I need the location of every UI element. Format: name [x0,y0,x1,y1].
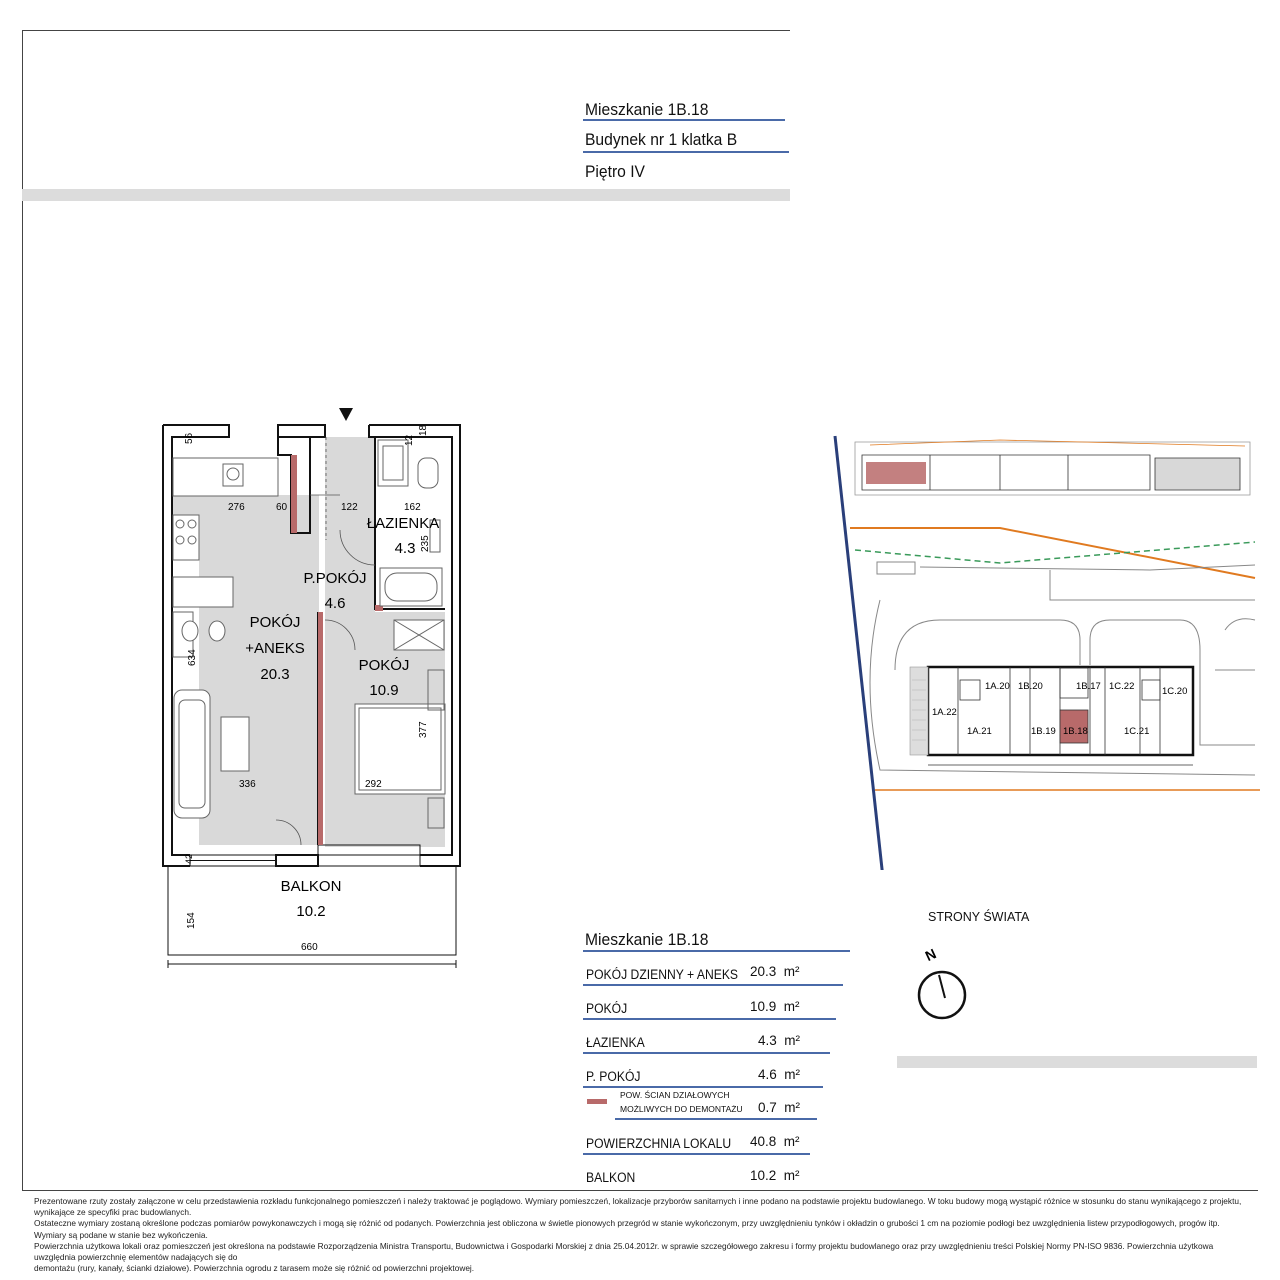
demolishable-wall-2 [318,612,323,845]
unit-label-1A21: 1A.21 [967,726,992,737]
summary-total-line [583,1153,810,1155]
orange-boundary-line [850,528,1255,578]
room-balcony-area: 10.2 [296,903,326,920]
footer-top-border [22,1190,1258,1191]
walls-label-1: POW. ŚCIAN DZIAŁOWYCH [620,1090,730,1100]
summary-row-hall-line [583,1086,823,1088]
dim-162: 162 [404,502,421,513]
dim-42: 42 [184,853,194,864]
walls-value: 0.7 m² [758,1100,801,1115]
unit-label-1B19: 1B.19 [1031,726,1056,737]
dim-12: 12 [404,434,415,446]
summary-row-bathroom-line [583,1052,830,1054]
header-apartment-underline [583,119,785,121]
unit-label-1C22: 1C.22 [1109,681,1135,692]
unit-label-1A20: 1A.20 [985,681,1010,692]
footer-disclaimer [34,1196,1249,1274]
room-hall-name: P.POKÓJ [303,570,367,587]
compass [912,938,972,1030]
summary-title: Mieszkanie 1B.18 [585,930,709,949]
summary-row-room-line [583,1018,836,1020]
room-room-area: 10.9 [369,682,399,699]
unit-label-1C20: 1C.20 [1162,686,1188,697]
compass-circle [919,972,965,1018]
summary-title-underline [583,950,850,952]
footer-line-1: Prezentowane rzuty zostały załączone w celu przedstawienia rozkładu funkcjonalnego pomieszczeń i należy traktować je poglądowo. Wymiary pomieszczeń, lokalizacje przyborów sanitarnych i inne podano na podstawie projektu budowlanego. W toku budowy mogą wystąpić różnice w stosunku do stanu wynikającego z projektu, wynikające ze specyfiki prac budowlanych. [34,1196,1242,1218]
room-room-name: POKÓJ [358,657,410,674]
dim-122: 122 [341,502,358,513]
unit-label-1C21: 1C.21 [1124,726,1150,737]
dim-336: 336 [239,779,256,790]
room-living-area: 20.3 [260,666,290,683]
room-hall-area: 4.6 [324,595,346,612]
header-band [22,189,790,201]
room-bathroom-area: 4.3 [394,540,416,557]
summary-row-living-line [583,984,843,986]
header-building: Budynek nr 1 klatka B [585,130,738,149]
room-living-name-1: POKÓJ [249,614,301,631]
demolishable-wall-1 [291,455,297,533]
dim-60: 60 [276,502,288,513]
unit-label-1B17: 1B.17 [1076,681,1101,692]
summary-row-bathroom-value: 4.3 m² [758,1033,801,1048]
room-living-name-2: +ANEKS [245,640,305,657]
entry-arrow-icon [339,408,353,421]
site-plan-border-line [835,436,887,870]
sheet-left-border [22,30,23,1190]
compass-needle-icon [939,975,945,998]
summary-row-room-value: 10.9 m² [750,999,800,1014]
unit-label-1B18: 1B.18 [1063,726,1088,737]
living-floor [199,495,319,845]
header-building-underline [583,151,789,153]
dim-276: 276 [228,502,245,513]
unit-label-1A22: 1A.22 [932,707,957,718]
walls-line [615,1118,817,1120]
footer-line-2: Ostateczne wymiary zostaną określone podczas pomiarów powykonawczych i mogą się różnić od podanych. Powierzchnia jest obliczona w świetle pionowych przegród w stanie wykończonym, przy uwzględnieniu tynków i okładzin o grubości 1 cm na poziomie podłogi bez uwzględnienia listew przypodłogowych, progów itp. Wymiary są podane w stanie bez wykończenia. [34,1218,1220,1240]
summary-balcony-value: 10.2 m² [750,1168,800,1183]
dim-377: 377 [418,721,429,738]
walls-color-swatch [587,1099,607,1104]
dim-292: 292 [365,779,382,790]
compass-band [897,1056,1257,1068]
summary-row-living-label: POKÓJ DZIENNY + ANEKS [586,967,739,982]
green-dashed-line [855,542,1255,563]
summary-row-hall-label: P. POKÓJ [586,1069,641,1084]
floor-plan [150,400,480,970]
top-strip-highlight [866,462,926,484]
summary-balcony-label: BALKON [586,1170,636,1185]
footer-line-3: Powierzchnia użytkowa lokali oraz pomieszczeń jest określona na podstawie Rozporządzenia Ministra Transportu, Budownictwa i Gospodarki Morskiej z dnia 25.04.2012r. w sprawie szczegółowego zakresu i formy projektu budowlanego oraz przy uwzględnieniu treści Polskiej Normy PN-ISO 9836. Powierzchnia użytkowa uwzględnia powierzchnię elementów nadających się do [34,1240,1214,1263]
unit-label-1B20: 1B.20 [1018,681,1043,692]
header-floor: Piętro IV [585,162,645,181]
header-apartment: Mieszkanie 1B.18 [585,100,709,119]
room-bathroom-name: ŁAZIENKA [366,515,440,532]
dim-634: 634 [187,649,198,666]
summary-row-room-label: POKÓJ [586,1001,628,1016]
walls-label-2: MOŻLIWYCH DO DEMONTAŻU [620,1104,743,1114]
summary-total-label: POWIERZCHNIA LOKALU [586,1136,732,1151]
dim-235: 235 [420,535,431,552]
footer-line-4: demontażu (rury, kanały, ścianki działowe). Powierzchnia ogrodu z tarasem może się różnić od powierzchni projektowej. [34,1263,475,1274]
room-balcony-name: BALKON [280,878,342,895]
dim-56: 56 [184,432,195,444]
summary-row-living-value: 20.3 m² [750,964,800,979]
summary-row-bathroom-label: ŁAZIENKA [586,1035,645,1050]
summary-row-hall-value: 4.6 m² [758,1067,801,1082]
sheet-top-border [22,30,790,31]
compass-title: STRONY ŚWIATA [928,910,1030,924]
site-plan [820,430,1280,870]
dim-154: 154 [186,912,197,929]
dim-660: 660 [301,942,318,953]
compass-north: N [922,945,939,965]
summary-total-value: 40.8 m² [750,1134,800,1149]
dim-18: 18 [418,424,429,436]
